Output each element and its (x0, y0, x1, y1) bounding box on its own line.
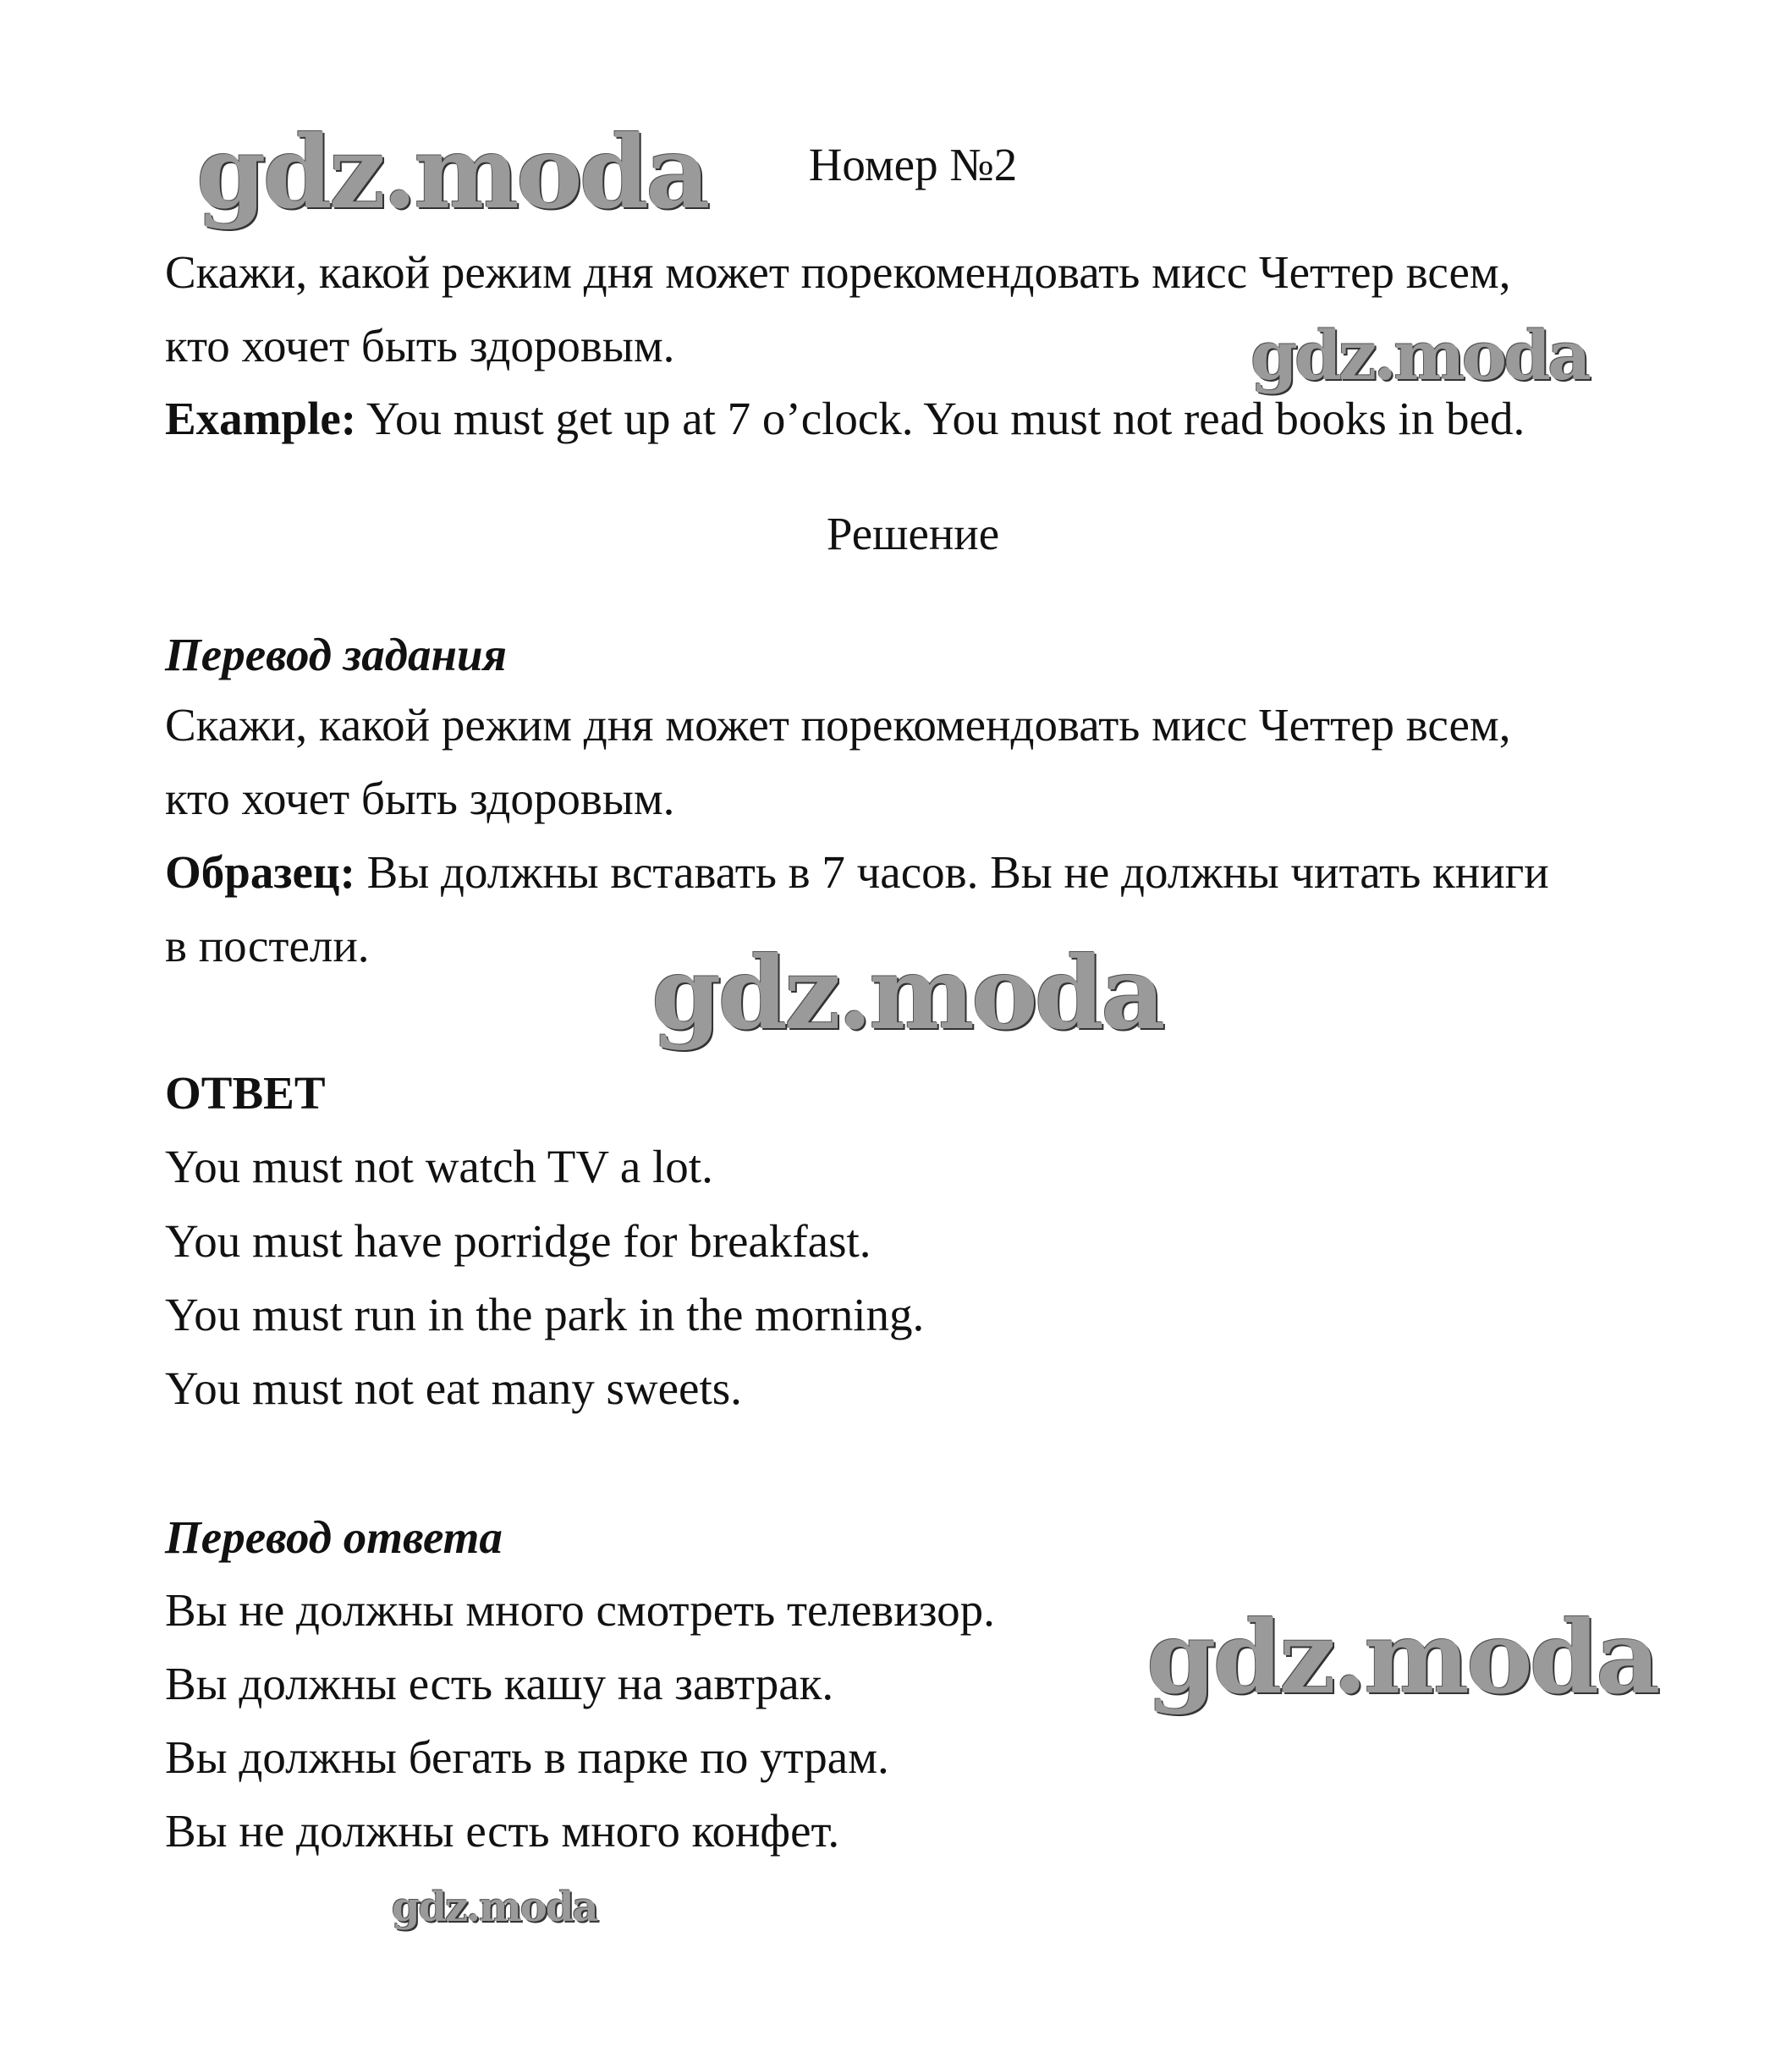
watermark: gdz.moda (651, 934, 1163, 1052)
answer-translation-line: Вы не должны есть много конфет. (165, 1805, 840, 1857)
sample-line: в постели. (165, 920, 370, 971)
answer-translation-line: Вы не должны много смотреть телевизор. (165, 1584, 995, 1636)
translation-line: кто хочет быть здоровым. (165, 773, 675, 824)
watermark: gdz.moda (1251, 316, 1588, 395)
answer-translation-heading: Перевод ответа (165, 1511, 503, 1563)
translation-line: Скажи, какой режим дня может порекомендовать мисс Четтер всем, (165, 699, 1511, 751)
example-label: Example: (165, 393, 357, 444)
watermark: gdz.moda (392, 1884, 597, 1931)
sample-text: Вы должны вставать в 7 часов. Вы не должны читать книги (355, 846, 1549, 898)
sample-line (165, 843, 1549, 902)
example-line (165, 389, 1525, 448)
page-title: Номер №2 (808, 139, 1018, 190)
task-line: Скажи, какой режим дня может порекомендовать мисс Четтер всем, (165, 246, 1511, 298)
task-line: кто хочет быть здоровым. (165, 320, 675, 371)
example-text: You must get up at 7 o’clock. You must not read books in bed. (356, 393, 1525, 444)
watermark: gdz.moda (1146, 1599, 1657, 1716)
answer-translation-line: Вы должны бегать в парке по утрам. (165, 1731, 889, 1783)
translation-heading: Перевод задания (165, 629, 507, 680)
answer-line: You must not watch TV a lot. (165, 1141, 713, 1192)
solution-heading: Решение (826, 508, 1000, 559)
watermark: gdz.moda (196, 113, 707, 231)
answer-translation-line: Вы должны есть кашу на завтрак. (165, 1658, 834, 1709)
answer-line: You must not eat many sweets. (165, 1362, 742, 1414)
answer-line: You must have porridge for breakfast. (165, 1215, 871, 1267)
answer-line: You must run in the park in the morning. (165, 1289, 925, 1340)
answer-heading: ОТВЕТ (165, 1067, 326, 1119)
sample-label: Образец: (165, 846, 355, 898)
